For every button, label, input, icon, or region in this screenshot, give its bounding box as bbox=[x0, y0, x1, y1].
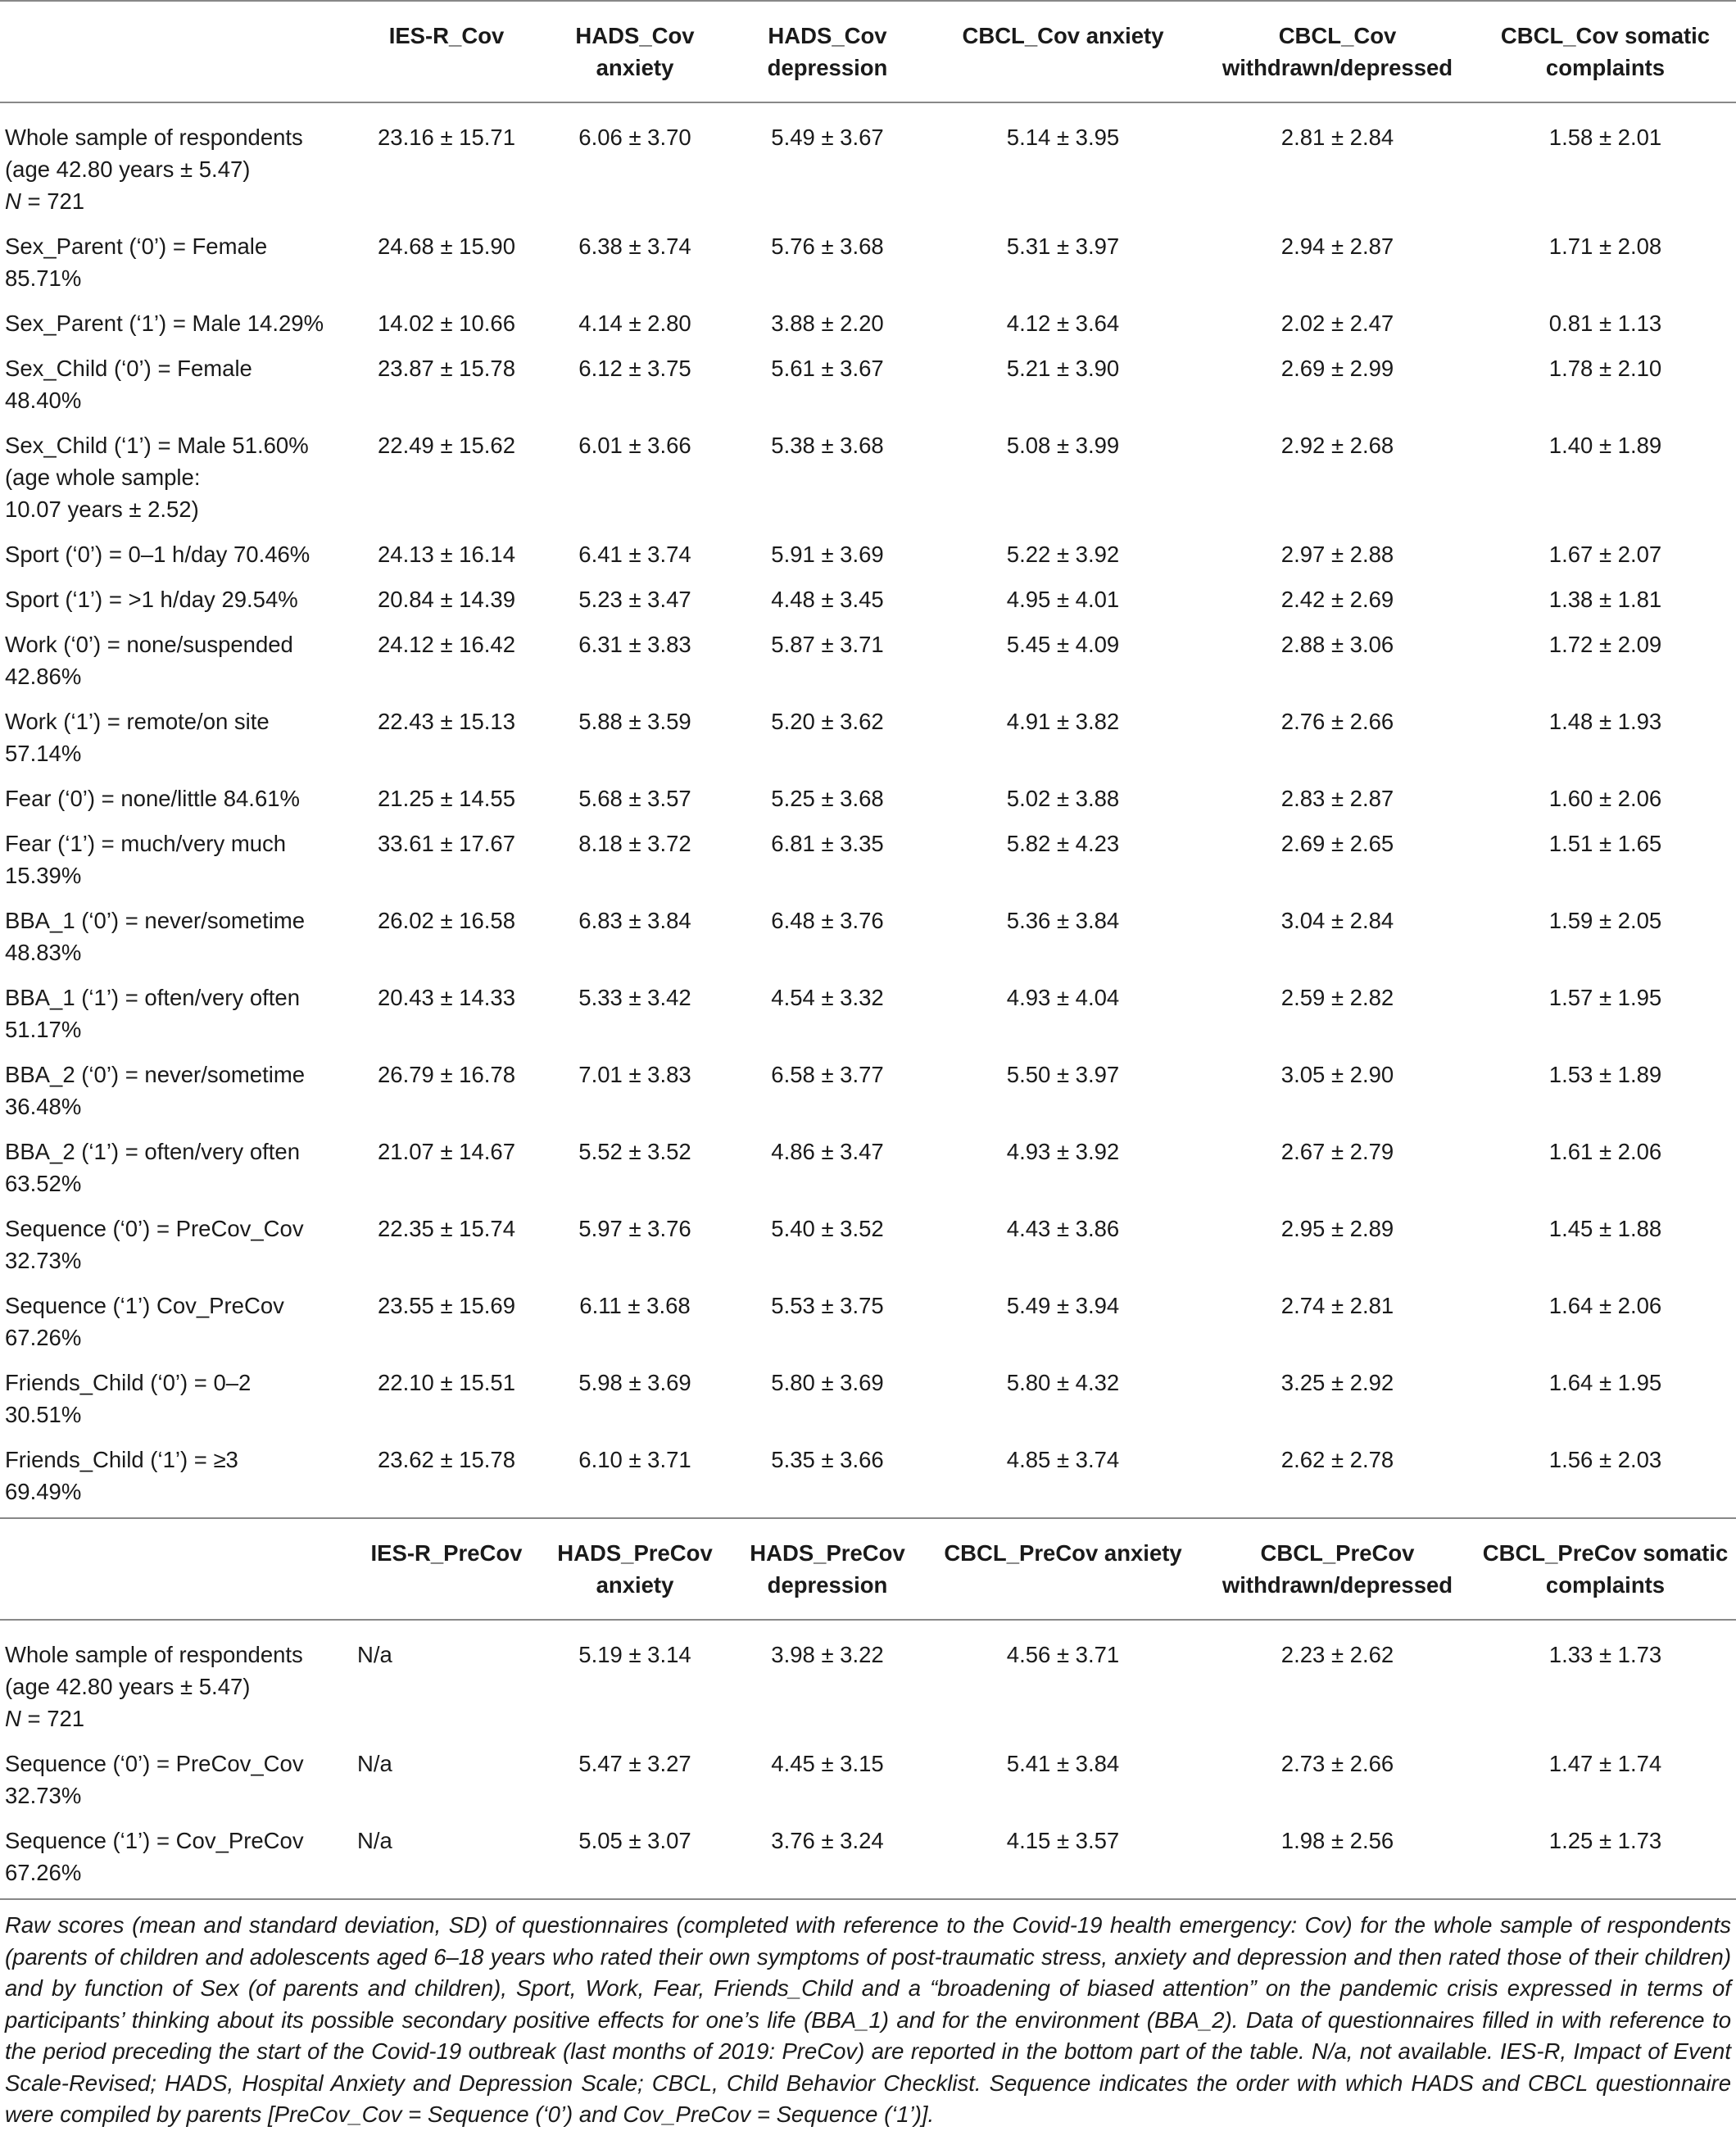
value-cell: 1.25 ± 1.73 bbox=[1548, 1828, 1662, 1853]
value-cell: N/a bbox=[357, 1828, 392, 1853]
value-cell: 6.12 ± 3.75 bbox=[578, 356, 691, 381]
value-cell: 5.50 ± 3.97 bbox=[1006, 1062, 1120, 1087]
table-row bbox=[0, 421, 1736, 530]
value-cell: 2.23 ± 2.62 bbox=[1280, 1642, 1394, 1667]
value-cell: 5.82 ± 4.23 bbox=[1006, 831, 1120, 856]
row-label-line: 30.51% bbox=[5, 1402, 82, 1427]
row-label-line: 85.71% bbox=[5, 265, 82, 291]
row-label bbox=[0, 1816, 352, 1899]
value-cell: 5.08 ± 3.99 bbox=[1006, 433, 1120, 458]
value-cell: 1.59 ± 2.05 bbox=[1548, 908, 1662, 933]
table-footnote: Raw scores (mean and standard deviation, SD) of questionnaires (completed with reference to the Covid-19 health emergency: Cov) for the whole sample of respondents (parents of children and adolescents aged 6–18 years who rated their own symptoms of post-traumatic stress, anxiety and depression and then rated those of their children) and by function of Sex (of parents and children), Sport, Work, Fear, Friends_Child and a “broadening of biased attention” on the pandemic crisis expressed in terms of participants’ thinking about its possible secondary positive effects for one’s life (BBA_1) and for the environment (BBA_2). Data of questionnaires filled in with reference to the period preceding the start of the Covid-19 outbreak (last months of 2019: PreCov) are reported in the bottom part of the table. N/a, not available. IES-R, Impact of Event Scale-Revised; HADS, Hospital Anxiety and Depression Scale; CBCL, Child Behavior Checklist. Sequence indicates the order with which HADS and CBCL questionnaire were compiled by parents [PreCov_Cov = Sequence (‘0’) and Cov_PreCov = Sequence (‘1’)]. bbox=[5, 1912, 1731, 2127]
table-row bbox=[0, 1358, 1736, 1435]
value-cell: 4.48 ± 3.45 bbox=[771, 587, 884, 612]
value-cell: 5.91 ± 3.69 bbox=[771, 542, 884, 567]
row-label-line: Whole sample of respondents bbox=[5, 125, 303, 150]
value-cell: 1.53 ± 1.89 bbox=[1548, 1062, 1662, 1087]
value-cell: 1.56 ± 2.03 bbox=[1548, 1447, 1662, 1472]
value-cell: 23.87 ± 15.78 bbox=[377, 356, 515, 381]
value-cell: 5.49 ± 3.67 bbox=[771, 125, 884, 150]
value-cell: 1.58 ± 2.01 bbox=[1548, 125, 1662, 150]
header-row-cov bbox=[0, 1, 1736, 102]
value-cell: 4.54 ± 3.32 bbox=[771, 985, 884, 1010]
value-cell: 26.02 ± 16.58 bbox=[377, 908, 515, 933]
row-label bbox=[0, 774, 352, 819]
sample-size-value: = 721 bbox=[20, 1706, 85, 1731]
value-cell: 6.48 ± 3.76 bbox=[771, 908, 884, 933]
value-cell: 2.73 ± 2.66 bbox=[1280, 1751, 1394, 1776]
table-row bbox=[0, 1816, 1736, 1899]
table-row bbox=[0, 1739, 1736, 1816]
table-row bbox=[0, 697, 1736, 774]
row-label bbox=[0, 1358, 352, 1435]
table-row bbox=[0, 896, 1736, 973]
value-cell: 20.43 ± 14.33 bbox=[377, 985, 515, 1010]
value-cell: 1.40 ± 1.89 bbox=[1548, 433, 1662, 458]
row-label-line: Work (‘0’) = none/suspended bbox=[5, 632, 293, 657]
row-label-line: Fear (‘1’) = much/very much bbox=[5, 831, 287, 856]
row-label bbox=[0, 344, 352, 421]
row-label bbox=[0, 1435, 352, 1518]
value-cell: 2.83 ± 2.87 bbox=[1280, 786, 1394, 811]
table-body-cov bbox=[0, 102, 1736, 1518]
value-cell: 4.91 ± 3.82 bbox=[1006, 709, 1120, 734]
table-row bbox=[0, 620, 1736, 697]
value-cell: 2.92 ± 2.68 bbox=[1280, 433, 1394, 458]
header-cell: CBCL_PreCov somatic complaints bbox=[1482, 1540, 1729, 1598]
value-cell: 21.07 ± 14.67 bbox=[377, 1139, 515, 1164]
value-cell: 5.41 ± 3.84 bbox=[1006, 1751, 1120, 1776]
value-cell: 23.16 ± 15.71 bbox=[377, 125, 515, 150]
value-cell: 3.76 ± 3.24 bbox=[771, 1828, 884, 1853]
value-cell: 3.05 ± 2.90 bbox=[1280, 1062, 1394, 1087]
value-cell: 3.04 ± 2.84 bbox=[1280, 908, 1394, 933]
value-cell: 22.49 ± 15.62 bbox=[377, 433, 515, 458]
value-cell: 6.58 ± 3.77 bbox=[771, 1062, 884, 1087]
row-label-line: Sequence (‘0’) = PreCov_Cov bbox=[5, 1751, 304, 1776]
value-cell: 5.87 ± 3.71 bbox=[771, 632, 884, 657]
value-cell: 4.85 ± 3.74 bbox=[1006, 1447, 1120, 1472]
row-label bbox=[0, 620, 352, 697]
value-cell: 4.14 ± 2.80 bbox=[578, 311, 691, 336]
header-cell: CBCL_Cov withdrawn/depressed bbox=[1222, 23, 1453, 80]
row-label-line: 36.48% bbox=[5, 1094, 82, 1119]
value-cell: 2.88 ± 3.06 bbox=[1280, 632, 1394, 657]
header-row-precov bbox=[0, 1518, 1736, 1620]
value-cell: 24.12 ± 16.42 bbox=[377, 632, 515, 657]
value-cell: 2.59 ± 2.82 bbox=[1280, 985, 1394, 1010]
value-cell: 2.81 ± 2.84 bbox=[1280, 125, 1394, 150]
value-cell: 5.33 ± 3.42 bbox=[578, 985, 691, 1010]
value-cell: 5.52 ± 3.52 bbox=[578, 1139, 691, 1164]
row-label-line: 48.83% bbox=[5, 940, 82, 965]
value-cell: 24.13 ± 16.14 bbox=[377, 542, 515, 567]
value-cell: 4.15 ± 3.57 bbox=[1006, 1828, 1120, 1853]
value-cell: 6.81 ± 3.35 bbox=[771, 831, 884, 856]
value-cell: 1.48 ± 1.93 bbox=[1548, 709, 1662, 734]
table-row bbox=[0, 299, 1736, 344]
value-cell: 1.72 ± 2.09 bbox=[1548, 632, 1662, 657]
value-cell: 23.55 ± 15.69 bbox=[377, 1293, 515, 1318]
value-cell: 5.21 ± 3.90 bbox=[1006, 356, 1120, 381]
value-cell: 26.79 ± 16.78 bbox=[377, 1062, 515, 1087]
sample-size-symbol: N bbox=[5, 1706, 21, 1731]
row-label-line: Sequence (‘1’) = Cov_PreCov bbox=[5, 1828, 304, 1853]
value-cell: 2.69 ± 2.65 bbox=[1280, 831, 1394, 856]
table-row bbox=[0, 344, 1736, 421]
table-row bbox=[0, 575, 1736, 620]
value-cell: 1.67 ± 2.07 bbox=[1548, 542, 1662, 567]
value-cell: 6.41 ± 3.74 bbox=[578, 542, 691, 567]
value-cell: 14.02 ± 10.66 bbox=[377, 311, 515, 336]
table-row bbox=[0, 973, 1736, 1050]
row-label-line: Sport (‘0’) = 0–1 h/day 70.46% bbox=[5, 542, 310, 567]
table-row bbox=[0, 530, 1736, 575]
value-cell: 33.61 ± 17.67 bbox=[377, 831, 515, 856]
value-cell: 1.51 ± 1.65 bbox=[1548, 831, 1662, 856]
row-label-line: Fear (‘0’) = none/little 84.61% bbox=[5, 786, 300, 811]
row-label-line: BBA_1 (‘1’) = often/very often bbox=[5, 985, 300, 1010]
value-cell: 4.93 ± 4.04 bbox=[1006, 985, 1120, 1010]
value-cell: 2.69 ± 2.99 bbox=[1280, 356, 1394, 381]
value-cell: 5.53 ± 3.75 bbox=[771, 1293, 884, 1318]
header-cell: HADS_Cov anxiety bbox=[575, 23, 695, 80]
value-cell: 2.02 ± 2.47 bbox=[1280, 311, 1394, 336]
value-cell: 22.10 ± 15.51 bbox=[377, 1370, 515, 1395]
row-label-line: (age 42.80 years ± 5.47) bbox=[5, 156, 251, 182]
value-cell: 5.20 ± 3.62 bbox=[771, 709, 884, 734]
value-cell: 6.11 ± 3.68 bbox=[579, 1293, 691, 1318]
value-cell: 1.60 ± 2.06 bbox=[1548, 786, 1662, 811]
value-cell: 1.45 ± 1.88 bbox=[1548, 1216, 1662, 1241]
value-cell: 4.43 ± 3.86 bbox=[1006, 1216, 1120, 1241]
row-label bbox=[0, 819, 352, 896]
row-label bbox=[0, 102, 352, 222]
value-cell: 5.25 ± 3.68 bbox=[771, 786, 884, 811]
value-cell: 22.43 ± 15.13 bbox=[377, 709, 515, 734]
row-label-line: Sequence (‘0’) = PreCov_Cov bbox=[5, 1216, 304, 1241]
table-row bbox=[0, 1281, 1736, 1358]
row-label-line: (age whole sample: bbox=[5, 465, 201, 490]
table-row bbox=[0, 774, 1736, 819]
value-cell: 5.98 ± 3.69 bbox=[578, 1370, 691, 1395]
value-cell: 5.23 ± 3.47 bbox=[578, 587, 691, 612]
value-cell: 1.33 ± 1.73 bbox=[1548, 1642, 1662, 1667]
header-cell: CBCL_PreCov withdrawn/depressed bbox=[1222, 1540, 1453, 1598]
row-label bbox=[0, 1050, 352, 1127]
header-cell: CBCL_Cov somatic complaints bbox=[1500, 23, 1711, 80]
value-cell: 5.14 ± 3.95 bbox=[1006, 125, 1120, 150]
table-row bbox=[0, 1127, 1736, 1204]
row-label-line: Whole sample of respondents bbox=[5, 1642, 303, 1667]
row-label bbox=[0, 1620, 352, 1739]
value-cell: 6.10 ± 3.71 bbox=[578, 1447, 691, 1472]
value-cell: 4.12 ± 3.64 bbox=[1006, 311, 1120, 336]
row-label-line: 48.40% bbox=[5, 388, 82, 413]
table-row bbox=[0, 1620, 1736, 1739]
row-label bbox=[0, 1204, 352, 1281]
value-cell: 24.68 ± 15.90 bbox=[377, 234, 515, 259]
value-cell: 5.19 ± 3.14 bbox=[578, 1642, 691, 1667]
value-cell: 3.88 ± 2.20 bbox=[771, 311, 884, 336]
row-label-line: Work (‘1’) = remote/on site bbox=[5, 709, 270, 734]
value-cell: 20.84 ± 14.39 bbox=[377, 587, 515, 612]
value-cell: 6.06 ± 3.70 bbox=[578, 125, 691, 150]
row-label bbox=[0, 973, 352, 1050]
value-cell: 23.62 ± 15.78 bbox=[377, 1447, 515, 1472]
value-cell: 5.38 ± 3.68 bbox=[771, 433, 884, 458]
row-label-line: 32.73% bbox=[5, 1783, 82, 1808]
row-label-line: Sex_Parent (‘1’) = Male 14.29% bbox=[5, 311, 324, 336]
row-label bbox=[0, 1281, 352, 1358]
row-label-line: BBA_2 (‘1’) = often/very often bbox=[5, 1139, 300, 1164]
row-label-line: 51.17% bbox=[5, 1017, 82, 1042]
header-cell: HADS_PreCov anxiety bbox=[557, 1540, 713, 1598]
table-row bbox=[0, 1204, 1736, 1281]
row-label-line: 10.07 years ± 2.52) bbox=[5, 496, 199, 522]
table-row bbox=[0, 819, 1736, 896]
row-label bbox=[0, 1739, 352, 1816]
value-cell: 6.31 ± 3.83 bbox=[578, 632, 691, 657]
value-cell: 5.80 ± 3.69 bbox=[771, 1370, 884, 1395]
row-label-line: Friends_Child (‘0’) = 0–2 bbox=[5, 1370, 252, 1395]
value-cell: 5.76 ± 3.68 bbox=[771, 234, 884, 259]
value-cell: 5.02 ± 3.88 bbox=[1006, 786, 1120, 811]
value-cell: 1.64 ± 2.06 bbox=[1548, 1293, 1662, 1318]
sample-size-line bbox=[5, 185, 349, 217]
table-row bbox=[0, 102, 1736, 222]
value-cell: 1.71 ± 2.08 bbox=[1548, 234, 1662, 259]
header-cell: IES-R_Cov bbox=[388, 23, 505, 48]
value-cell: 2.42 ± 2.69 bbox=[1280, 587, 1394, 612]
row-label-line: Sex_Parent (‘0’) = Female bbox=[5, 234, 268, 259]
value-cell: 1.47 ± 1.74 bbox=[1548, 1751, 1662, 1776]
value-cell: 1.98 ± 2.56 bbox=[1280, 1828, 1394, 1853]
row-label bbox=[0, 1127, 352, 1204]
value-cell: 5.47 ± 3.27 bbox=[578, 1751, 691, 1776]
row-label bbox=[0, 421, 352, 530]
sample-size-symbol: N bbox=[5, 188, 21, 214]
row-label bbox=[0, 530, 352, 575]
value-cell: 5.49 ± 3.94 bbox=[1006, 1293, 1120, 1318]
row-label-line: 63.52% bbox=[5, 1171, 82, 1196]
value-cell: 3.98 ± 3.22 bbox=[771, 1642, 884, 1667]
row-label-line: 67.26% bbox=[5, 1860, 82, 1885]
value-cell: 8.18 ± 3.72 bbox=[578, 831, 691, 856]
row-label-line: BBA_2 (‘0’) = never/sometime bbox=[5, 1062, 306, 1087]
row-label-line: 42.86% bbox=[5, 664, 82, 689]
value-cell: 2.74 ± 2.81 bbox=[1280, 1293, 1394, 1318]
sample-size-line bbox=[5, 1703, 349, 1734]
header-cell: IES-R_PreCov bbox=[370, 1540, 523, 1566]
value-cell: 2.97 ± 2.88 bbox=[1280, 542, 1394, 567]
value-cell: 4.56 ± 3.71 bbox=[1006, 1642, 1120, 1667]
value-cell: 2.76 ± 2.66 bbox=[1280, 709, 1394, 734]
row-label-line: 32.73% bbox=[5, 1248, 82, 1273]
value-cell: 2.95 ± 2.89 bbox=[1280, 1216, 1394, 1241]
value-cell: 5.31 ± 3.97 bbox=[1006, 234, 1120, 259]
table-row bbox=[0, 1050, 1736, 1127]
value-cell: 22.35 ± 15.74 bbox=[377, 1216, 515, 1241]
row-label-line: Sport (‘1’) = >1 h/day 29.54% bbox=[5, 587, 298, 612]
row-label bbox=[0, 896, 352, 973]
value-cell: 1.78 ± 2.10 bbox=[1548, 356, 1662, 381]
row-label bbox=[0, 575, 352, 620]
value-cell: 6.83 ± 3.84 bbox=[578, 908, 691, 933]
row-label bbox=[0, 299, 352, 344]
header-cell bbox=[0, 1, 352, 102]
row-label bbox=[0, 222, 352, 299]
row-label bbox=[0, 697, 352, 774]
value-cell: 5.05 ± 3.07 bbox=[578, 1828, 691, 1853]
value-cell: 5.22 ± 3.92 bbox=[1006, 542, 1120, 567]
value-cell: N/a bbox=[357, 1751, 392, 1776]
value-cell: 21.25 ± 14.55 bbox=[377, 786, 515, 811]
row-label-line: 69.49% bbox=[5, 1479, 82, 1504]
value-cell: 5.36 ± 3.84 bbox=[1006, 908, 1120, 933]
value-cell: 7.01 ± 3.83 bbox=[578, 1062, 691, 1087]
row-label-line: Sex_Child (‘1’) = Male 51.60% bbox=[5, 433, 309, 458]
value-cell: 5.45 ± 4.09 bbox=[1006, 632, 1120, 657]
header-cell bbox=[0, 1518, 352, 1620]
table-row bbox=[0, 1435, 1736, 1518]
row-label-line: (age 42.80 years ± 5.47) bbox=[5, 1674, 251, 1699]
value-cell: N/a bbox=[357, 1642, 392, 1667]
header-cell: HADS_Cov depression bbox=[767, 23, 888, 80]
value-cell: 6.01 ± 3.66 bbox=[578, 433, 691, 458]
header-cell: HADS_PreCov depression bbox=[750, 1540, 905, 1598]
value-cell: 4.86 ± 3.47 bbox=[771, 1139, 884, 1164]
row-label-line: 57.14% bbox=[5, 741, 82, 766]
value-cell: 2.94 ± 2.87 bbox=[1280, 234, 1394, 259]
row-label-line: BBA_1 (‘0’) = never/sometime bbox=[5, 908, 306, 933]
header-cell: CBCL_PreCov anxiety bbox=[944, 1540, 1182, 1566]
value-cell: 1.64 ± 1.95 bbox=[1548, 1370, 1662, 1395]
value-cell: 1.57 ± 1.95 bbox=[1548, 985, 1662, 1010]
value-cell: 1.61 ± 2.06 bbox=[1548, 1139, 1662, 1164]
value-cell: 0.81 ± 1.13 bbox=[1548, 311, 1662, 336]
value-cell: 4.93 ± 3.92 bbox=[1006, 1139, 1120, 1164]
value-cell: 5.68 ± 3.57 bbox=[578, 786, 691, 811]
table-row bbox=[0, 222, 1736, 299]
value-cell: 3.25 ± 2.92 bbox=[1280, 1370, 1394, 1395]
value-cell: 4.95 ± 4.01 bbox=[1006, 587, 1120, 612]
value-cell: 2.67 ± 2.79 bbox=[1280, 1139, 1394, 1164]
row-label-line: Friends_Child (‘1’) = ≥3 bbox=[5, 1447, 238, 1472]
value-cell: 1.38 ± 1.81 bbox=[1548, 587, 1662, 612]
row-label-line: 67.26% bbox=[5, 1325, 82, 1350]
value-cell: 5.40 ± 3.52 bbox=[771, 1216, 884, 1241]
table-body-precov bbox=[0, 1620, 1736, 1899]
value-cell: 5.35 ± 3.66 bbox=[771, 1447, 884, 1472]
value-cell: 6.38 ± 3.74 bbox=[578, 234, 691, 259]
value-cell: 5.80 ± 4.32 bbox=[1006, 1370, 1120, 1395]
sample-size-value: = 721 bbox=[20, 188, 85, 214]
row-label-line: Sequence (‘1’) Cov_PreCov bbox=[5, 1293, 284, 1318]
value-cell: 5.61 ± 3.67 bbox=[771, 356, 884, 381]
value-cell: 4.45 ± 3.15 bbox=[771, 1751, 884, 1776]
value-cell: 5.97 ± 3.76 bbox=[578, 1216, 691, 1241]
value-cell: 5.88 ± 3.59 bbox=[578, 709, 691, 734]
header-cell: CBCL_Cov anxiety bbox=[962, 23, 1164, 48]
row-label-line: 15.39% bbox=[5, 863, 82, 888]
row-label-line: Sex_Child (‘0’) = Female bbox=[5, 356, 252, 381]
value-cell: 2.62 ± 2.78 bbox=[1280, 1447, 1394, 1472]
